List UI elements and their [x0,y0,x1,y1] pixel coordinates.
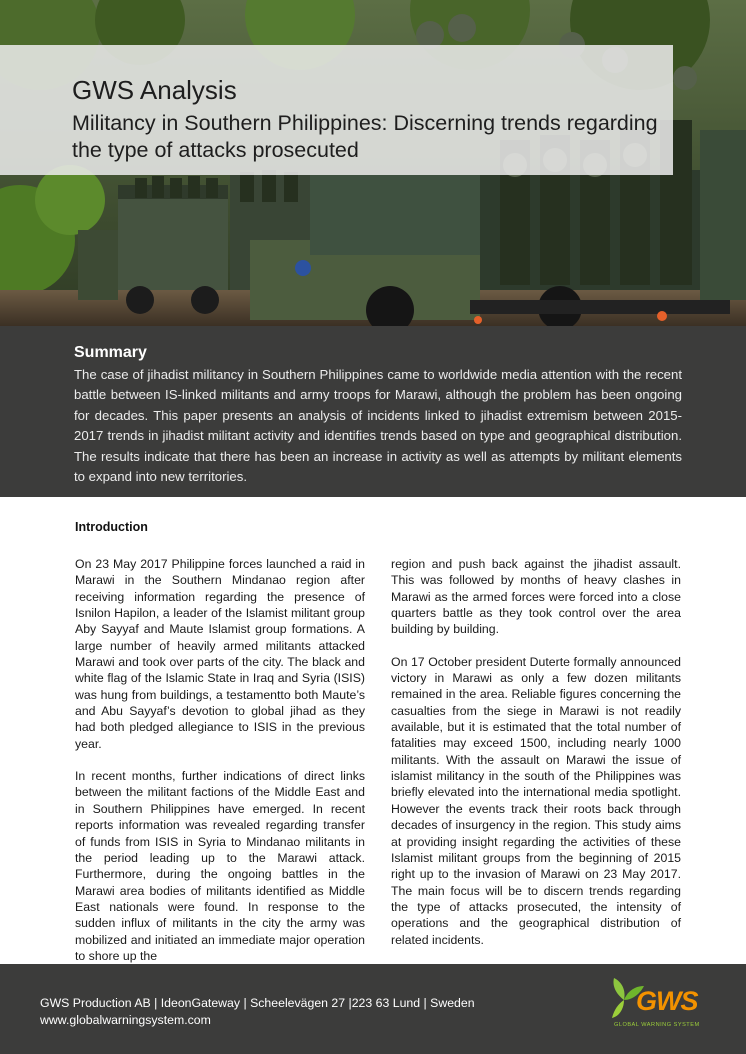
footer-url[interactable]: www.globalwarningsystem.com [40,1013,211,1027]
logo-tagline: GLOBAL WARNING SYSTEM [614,1022,700,1028]
footer [0,964,746,1054]
gws-logo [610,976,710,1032]
report-subtitle: Militancy in Southern Philippines: Discerning trends regarding the type of attacks prosecuted [72,111,658,162]
summary-section [0,326,746,497]
summary-text: The case of jihadist militancy in Southern Philippines came to worldwide media attention with the recent battle between IS-linked militants and army troops for Marawi, although the problem has been ongoing for decades. This paper presents an analysis of incidents linked to jihadist extremism between 2015-2017 trends in jihadist militant activity and identifies trends based on type and geographical distribution. The results indicate that there has been an increase in activity as well as attempts by militant elements to expand into new territories. [74,367,682,485]
footer-address: GWS Production AB | IdeonGateway | Scheelevägen 27 |223 63 Lund | Sweden [40,996,475,1010]
paragraph: On 23 May 2017 Philippine forces launched a raid in Marawi in the Southern Mindanao region after receiving information regarding the presence of Isnilon Hapilon, a leader of the Islamist militant group Aby Sayyaf and Maute Islamist group formations. A large number of heavily armed militants attacked Marawi and took over parts of the city. The black and white flag of the Islamic State in Iraq and Syria (ISIS) was hung from buildings, a testamentto both Maute’s and Abu Sayyaf’s devotion to global jihad as they had both pledged allegiance to ISIS in the previous year. [75,557,365,751]
right-column [391,556,681,964]
left-column [75,556,365,980]
paragraph: region and push back against the jihadist assault. This was followed by months of heavy clashes in Marawi as the armed forces were forced into a close quarters battle as they took control over the area building by building. [391,557,681,637]
paragraph: In recent months, further indications of direct links between the militant factions of the Middle East and in Southern Philippines have emerged. In recent reports information was revealed regarding transfer of funds from ISIS in Syria to Mindanao militants in the period leading up to the Marawi attack. Furthermore, during the ongoing battles in the Marawi area bodies of militants identified as Middle East nationals were found. In response to the sudden influx of militants in the city the army was mobilized and initiated an immediate major operation to shore up the [75,769,365,963]
report-title: GWS Analysis [72,75,237,105]
logo-wordmark: GWS [636,986,698,1016]
paragraph: On 17 October president Duterte formally announced victory in Marawi as only a few dozen militants remained in the area. Reliable figures concerning the casualties from the siege in Marawi is not readily available, but it is estimated that the total number of fatalities may exceed 1500, including nearly 1000 militants. With the assault on Marawi the issue of islamist militancy in the south of the Philippines was briefly elevated into the international media spotlight. However the events track their roots back through decades of insurgency in the region. This study aims at providing insight regarding the activities of these Islamist militant groups from the beginning of 2015 right up to the invasion of Marawi on 23 May 2017. The main focus will be to discern trends regarding the type of attacks prosecuted, the intensity of operations and the geographical distribution of related incidents. [391,654,681,947]
summary-heading: Summary [74,344,147,361]
introduction-heading: Introduction [75,520,148,534]
